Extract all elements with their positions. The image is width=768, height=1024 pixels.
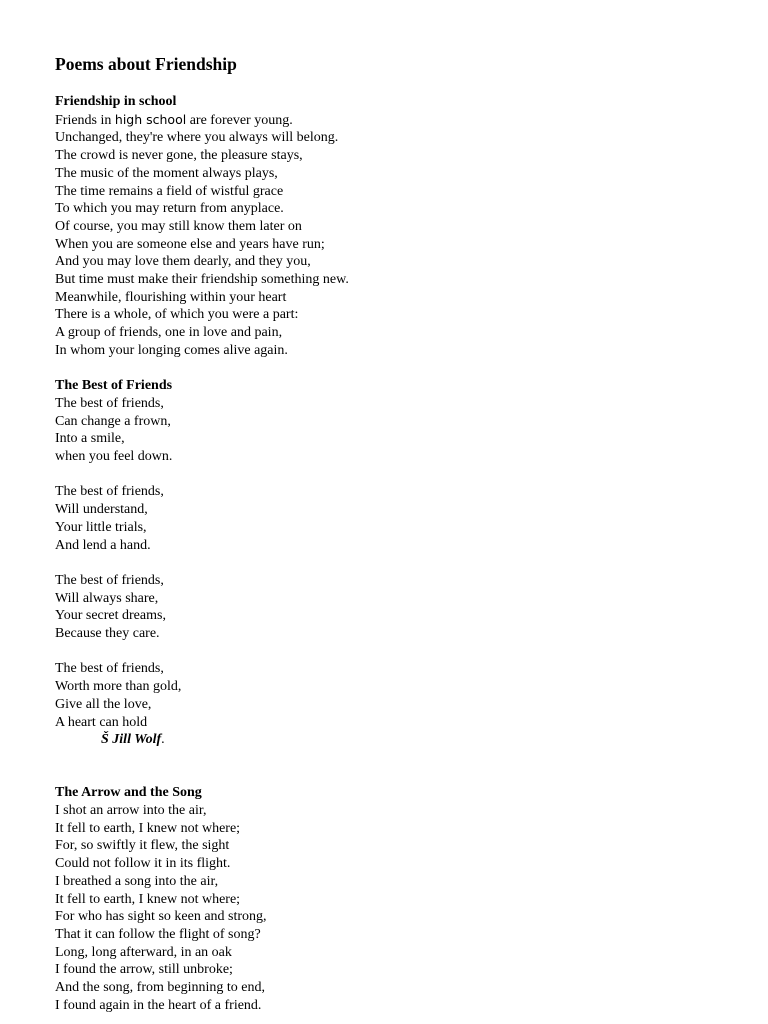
poem-line xyxy=(55,111,735,130)
poem-arrow-and-song xyxy=(55,784,735,1014)
poem-title: The Best of Friends xyxy=(55,378,173,394)
stanza-gap xyxy=(55,643,735,661)
poem-line: The best of friends, xyxy=(55,484,164,500)
poem-line: I found again in the heart of a friend. xyxy=(55,997,262,1013)
spacer xyxy=(55,767,735,785)
spacer xyxy=(55,76,735,93)
poem-line: In whom your longing comes alive again. xyxy=(55,342,288,358)
poem-line: Could not follow it in its flight. xyxy=(55,856,231,872)
poem-line: Will always share, xyxy=(55,590,159,606)
stanza-gap xyxy=(55,466,735,484)
poem-line: The best of friends, xyxy=(55,572,164,588)
poem-title: The Arrow and the Song xyxy=(55,785,202,801)
poem-line: The time remains a field of wistful grace xyxy=(55,183,284,199)
stanza xyxy=(55,483,735,554)
poem-line: A group of friends, one in love and pain, xyxy=(55,325,283,341)
poem-line: Will understand, xyxy=(55,502,148,518)
poem-title: Friendship in school xyxy=(55,94,177,109)
poem-line: It fell to earth, I knew not where; xyxy=(55,891,241,907)
stanza-gap xyxy=(55,554,735,572)
poem-line: It fell to earth, I knew not where; xyxy=(55,820,241,836)
poem-line: For, so swiftly it flew, the sight xyxy=(55,838,230,854)
poem-line: Of course, you may still know them later on xyxy=(55,218,302,234)
spacer xyxy=(55,749,735,767)
document-title: Poems about Friendship xyxy=(55,54,237,74)
line-text: Friends in xyxy=(55,112,115,128)
author-name: Š Jill Wolf xyxy=(101,732,162,748)
poem-line: Unchanged, they're where you always will belong. xyxy=(55,130,339,146)
high-school-link[interactable]: high school xyxy=(114,111,187,127)
attribution-period: . xyxy=(161,732,165,748)
poem-line: Your little trials, xyxy=(55,519,147,535)
poem-line: The crowd is never gone, the pleasure stays, xyxy=(55,148,303,164)
poem-line: But time must make their friendship something new. xyxy=(55,272,349,288)
poem-line: Worth more than gold, xyxy=(55,679,182,695)
stanza xyxy=(55,572,735,643)
poem-line: I shot an arrow into the air, xyxy=(55,803,207,819)
poem-line: That it can follow the flight of song? xyxy=(55,926,261,942)
poem-line: A heart can hold xyxy=(55,714,148,730)
poem-line: For who has sight so keen and strong, xyxy=(55,909,267,925)
poem-best-of-friends xyxy=(55,377,735,749)
line-text: are forever young. xyxy=(186,112,293,128)
poem-line: The music of the moment always plays, xyxy=(55,165,278,181)
poem-line: And the song, from beginning to end, xyxy=(55,980,265,996)
spacer xyxy=(55,360,735,378)
poem-line: Can change a frown, xyxy=(55,413,171,429)
poem-line: I found the arrow, still unbroke; xyxy=(55,962,233,978)
poem-line: Your secret dreams, xyxy=(55,608,166,624)
poem-line: Long, long afterward, in an oak xyxy=(55,944,232,960)
poem-line: Give all the love, xyxy=(55,696,152,712)
poem-line: Because they care. xyxy=(55,626,160,642)
poem-attribution xyxy=(55,731,735,749)
poem-line: when you feel down. xyxy=(55,449,173,465)
poem-line: The best of friends, xyxy=(55,395,164,411)
stanza xyxy=(55,395,735,466)
poem-line: And you may love them dearly, and they you, xyxy=(55,254,311,270)
document-page xyxy=(55,52,735,1014)
poem-line: Into a smile, xyxy=(55,431,125,447)
poem-line: The best of friends, xyxy=(55,661,164,677)
poem-line: And lend a hand. xyxy=(55,537,151,553)
stanza xyxy=(55,660,735,731)
poem-line: To which you may return from anyplace. xyxy=(55,201,284,217)
poem-line: Meanwhile, flourishing within your heart xyxy=(55,289,287,305)
poem-line: I breathed a song into the air, xyxy=(55,873,219,889)
poem-friendship-in-school xyxy=(55,93,735,360)
poem-line: There is a whole, of which you were a part: xyxy=(55,307,299,323)
poem-line: When you are someone else and years have run; xyxy=(55,236,325,252)
